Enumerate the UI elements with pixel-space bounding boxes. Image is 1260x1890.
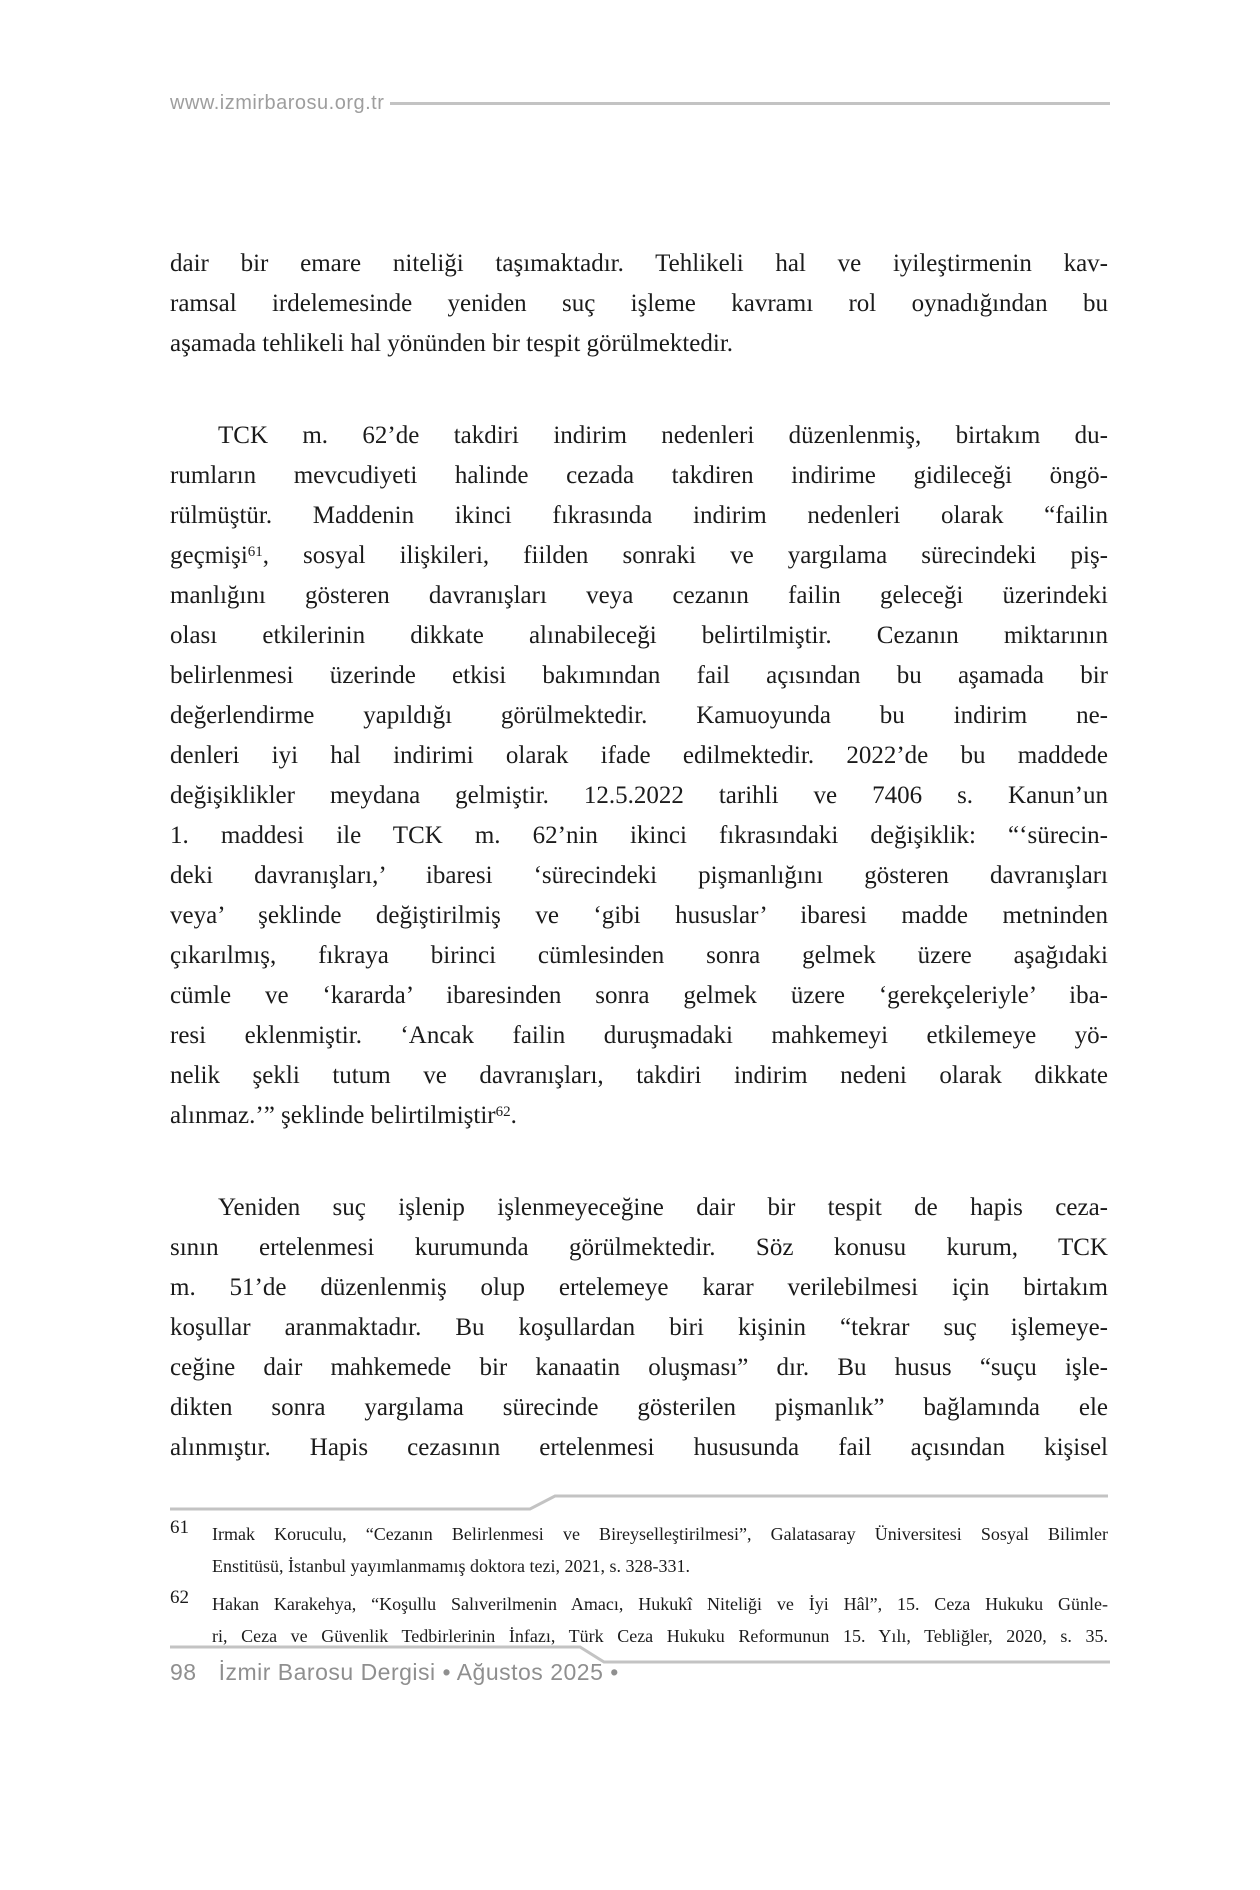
footnote-text xyxy=(212,1588,1108,1652)
page-footer xyxy=(170,1645,1110,1686)
text-line: geçmişi$^{61}$, sosyal ilişkileri, fiilden sonraki ve yargılama sürecindeki piş- xyxy=(170,542,1108,569)
text-line: olası etkilerinin dikkate alınabileceği belirtilmiştir. Cezanın miktarının xyxy=(170,622,1108,649)
paragraph xyxy=(170,244,1108,364)
text-line: ceğine dair mahkemede bir kanaatin oluşması” dır. Bu husus “suçu işle- xyxy=(170,1354,1108,1381)
header-url: www.izmirbarosu.org.tr xyxy=(170,92,385,114)
paragraph xyxy=(170,416,1108,1136)
text-line: belirlenmesi üzerinde etkisi bakımından fail açısından bu aşamada bir xyxy=(170,662,1108,689)
text-line: Hakan Karakehya, “Koşullu Salıverilmenin Amacı, Hukukî Niteliği ve İyi Hâl”, 15. Ceza Hukuku Günle- xyxy=(212,1594,1108,1614)
text-line: Enstitüsü, İstanbul yayımlanmamış doktora tezi, 2021, s. 328-331. xyxy=(212,1556,690,1576)
text-line: çıkarılmış, fıkraya birinci cümlesinden sonra gelmek üzere aşağıdaki xyxy=(170,942,1108,969)
text-line: değerlendirme yapıldığı görülmektedir. Kamuoyunda bu indirim ne- xyxy=(170,702,1108,729)
footnote xyxy=(170,1588,1108,1652)
text-line: nelik şekli tutum ve davranışları, takdiri indirim nedeni olarak dikkate xyxy=(170,1062,1108,1089)
text-line: m. 51’de düzenlenmiş olup ertelemeye karar verilebilmesi için birtakım xyxy=(170,1274,1108,1301)
text-line: sının ertelenmesi kurumunda görülmektedir. Söz konusu kurum, TCK xyxy=(170,1234,1108,1261)
text-line: alınmaz.’” şeklinde belirtilmiştir$^{62}$. xyxy=(170,1102,517,1129)
text-line: dair bir emare niteliği taşımaktadır. Tehlikeli hal ve iyileştirmenin kav- xyxy=(170,250,1108,277)
text-line: manlığını gösteren davranışları veya cezanın failin geleceği üzerindeki xyxy=(170,582,1108,609)
text-line: ramsal irdelemesinde yeniden suç işleme kavramı rol oynadığından bu xyxy=(170,290,1108,317)
text-line: dikten sonra yargılama sürecinde gösterilen pişmanlık” bağlamında ele xyxy=(170,1394,1108,1421)
footnote xyxy=(170,1518,1108,1582)
footnote-number: 62 xyxy=(170,1587,189,1608)
header-rule xyxy=(390,102,1110,105)
paragraph xyxy=(170,1188,1108,1468)
page-header xyxy=(170,92,1110,115)
body-text xyxy=(170,244,1108,1468)
text-line: değişiklikler meydana gelmiştir. 12.5.2022 tarihli ve 7406 s. Kanun’un xyxy=(170,782,1108,809)
text-line: koşullar aranmaktadır. Bu koşullardan biri kişinin “tekrar suç işlemeye- xyxy=(170,1314,1108,1341)
text-line: 1. maddesi ile TCK m. 62’nin ikinci fıkrasındaki değişiklik: “‘sürecin- xyxy=(170,822,1108,849)
text-line: rülmüştür. Maddenin ikinci fıkrasında indirim nedenleri olarak “failin xyxy=(170,502,1108,529)
footnote-number: 61 xyxy=(170,1517,189,1538)
text-line: alınmıştır. Hapis cezasının ertelenmesi hususunda fail açısından kişisel xyxy=(170,1434,1108,1461)
text-line: ri, Ceza ve Güvenlik Tedbirlerinin İnfazı, Türk Ceza Hukuku Reformunun 15. Yılı, Tebliğler, 2020, s. 35. xyxy=(212,1626,1108,1646)
text-line: resi eklenmiştir. ‘Ancak failin duruşmadaki mahkemeyi etkilemeye yö- xyxy=(170,1022,1108,1049)
text-line: Irmak Koruculu, “Cezanın Belirlenmesi ve Bireyselleştirilmesi”, Galatasaray Üniversitesi Sosyal Bilimler xyxy=(212,1524,1108,1544)
journal-title: İzmir Barosu Dergisi • Ağustos 2025 • xyxy=(218,1659,619,1685)
footnote-separator xyxy=(170,1494,1110,1512)
text-line: deki davranışları,’ ibaresi ‘sürecindeki pişmanlığını gösteren davranışları xyxy=(170,862,1108,889)
text-line: Yeniden suç işlenip işlenmeyeceğine dair bir tespit de hapis ceza- xyxy=(218,1194,1108,1221)
text-line: aşamada tehlikeli hal yönünden bir tespit görülmektedir. xyxy=(170,330,734,357)
text-line: cümle ve ‘kararda’ ibaresinden sonra gelmek üzere ‘gerekçeleriyle’ iba- xyxy=(170,982,1108,1009)
footnotes xyxy=(170,1518,1108,1652)
text-line: rumların mevcudiyeti halinde cezada takdiren indirime gidileceği öngö- xyxy=(170,462,1108,489)
text-line: denleri iyi hal indirimi olarak ifade edilmektedir. 2022’de bu maddede xyxy=(170,742,1108,769)
page-number: 98 xyxy=(170,1659,197,1685)
footnote-text xyxy=(212,1518,1108,1582)
text-line: TCK m. 62’de takdiri indirim nedenleri düzenlenmiş, birtakım du- xyxy=(218,422,1108,449)
text-line: veya’ şeklinde değiştirilmiş ve ‘gibi hususlar’ ibaresi madde metninden xyxy=(170,902,1108,929)
